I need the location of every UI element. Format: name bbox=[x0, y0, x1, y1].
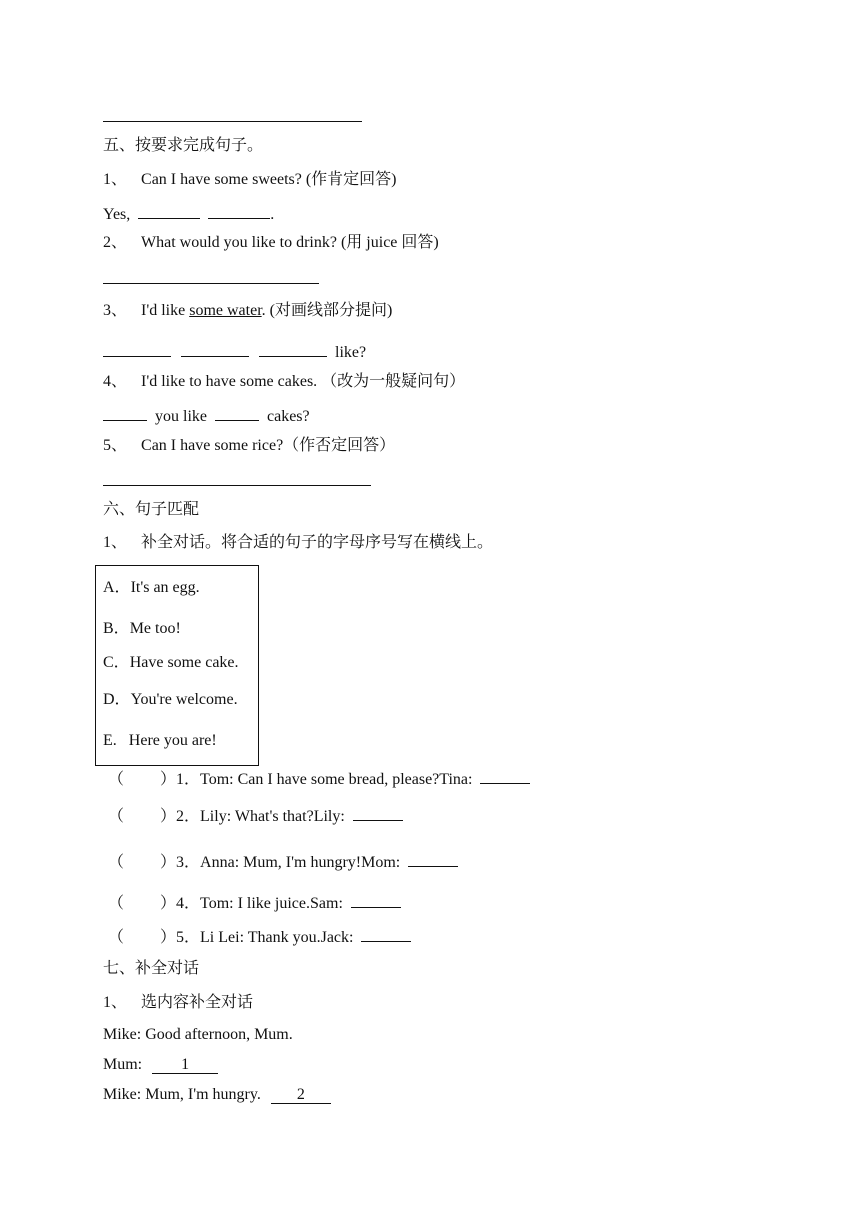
question-text: 补全对话。将合适的句子的字母序号写在横线上。 bbox=[141, 534, 494, 551]
answer-mid: you like bbox=[155, 408, 207, 425]
option-e: E. Here you are! bbox=[103, 732, 217, 749]
answer-blank[interactable] bbox=[351, 892, 401, 908]
dialogue-line-3: Mike: Mum, I'm hungry. 2 bbox=[103, 1085, 331, 1105]
underlined-phrase: some water bbox=[189, 302, 262, 319]
numbered-blank[interactable]: 1 bbox=[152, 1057, 218, 1074]
answer-blank[interactable] bbox=[353, 805, 403, 821]
option-b: B．Me too! bbox=[103, 620, 181, 637]
answer-line bbox=[103, 121, 362, 122]
answer-blank[interactable] bbox=[480, 768, 530, 784]
answer-prefix: Yes, bbox=[103, 206, 131, 223]
section-title: 五、按要求完成句子。 bbox=[103, 137, 264, 154]
question-text-after: . (对画线部分提问) bbox=[261, 302, 393, 319]
options-box bbox=[95, 565, 259, 766]
answer-blank[interactable] bbox=[181, 341, 249, 357]
answer-end: . bbox=[270, 206, 275, 223]
answer-blank[interactable] bbox=[208, 203, 270, 219]
dialogue-line-2: Mum: 1 bbox=[103, 1055, 218, 1075]
question-text-before: I'd like bbox=[141, 302, 190, 319]
question-number: 4、 bbox=[103, 373, 128, 390]
question-number: 5、 bbox=[103, 437, 128, 454]
match-item-4: （ ）4．Tom: I like juice.Sam: bbox=[108, 892, 401, 914]
question-number: 1、 bbox=[103, 171, 128, 188]
question-number: 3、 bbox=[103, 302, 128, 319]
question-4 bbox=[103, 372, 465, 392]
question-5 bbox=[103, 436, 395, 456]
answer-blank[interactable] bbox=[103, 341, 171, 357]
answer-blank[interactable] bbox=[103, 405, 147, 421]
option-c: C．Have some cake. bbox=[103, 654, 239, 671]
option-a: A．It's an egg. bbox=[103, 579, 200, 596]
section-title: 六、句子匹配 bbox=[103, 501, 200, 518]
question-number: 2、 bbox=[103, 234, 128, 251]
match-item-5: （ ）5．Li Lei: Thank you.Jack: bbox=[108, 926, 411, 948]
question-1 bbox=[103, 533, 493, 553]
section-title: 七、补全对话 bbox=[103, 960, 200, 977]
match-item-1: （ ）1．Tom: Can I have some bread, please?Tina: bbox=[108, 768, 530, 790]
question-3 bbox=[103, 301, 392, 321]
question-text: Can I have some sweets? (作肯定回答) bbox=[141, 171, 397, 188]
answer-line[interactable] bbox=[103, 283, 319, 284]
question-text: 选内容补全对话 bbox=[141, 994, 254, 1011]
answer-line[interactable] bbox=[103, 485, 371, 486]
question-text: Can I have some rice?（作否定回答） bbox=[141, 437, 396, 454]
question-text: I'd like to have some cakes. （改为一般疑问句） bbox=[141, 373, 466, 390]
answer-line-4 bbox=[103, 405, 310, 427]
answer-blank[interactable] bbox=[408, 851, 458, 867]
question-1 bbox=[103, 993, 253, 1013]
answer-blank[interactable] bbox=[138, 203, 200, 219]
answer-line-3 bbox=[103, 341, 366, 363]
question-2 bbox=[103, 233, 439, 253]
answer-blank[interactable] bbox=[259, 341, 327, 357]
answer-end: cakes? bbox=[267, 408, 310, 425]
match-item-2: （ ）2．Lily: What's that?Lily: bbox=[108, 805, 403, 827]
question-number: 1、 bbox=[103, 534, 128, 551]
option-d: D．You're welcome. bbox=[103, 691, 238, 708]
question-text: What would you like to drink? (用 juice 回答) bbox=[141, 234, 439, 251]
answer-blank[interactable] bbox=[361, 926, 411, 942]
answer-line-1 bbox=[103, 203, 274, 225]
answer-end: like? bbox=[335, 344, 367, 361]
question-number: 1、 bbox=[103, 994, 128, 1011]
dialogue-line-1: Mike: Good afternoon, Mum. bbox=[103, 1026, 293, 1043]
question-1 bbox=[103, 170, 397, 190]
match-item-3: （ ）3．Anna: Mum, I'm hungry!Mom: bbox=[108, 851, 458, 873]
answer-blank[interactable] bbox=[215, 405, 259, 421]
numbered-blank[interactable]: 2 bbox=[271, 1087, 331, 1104]
